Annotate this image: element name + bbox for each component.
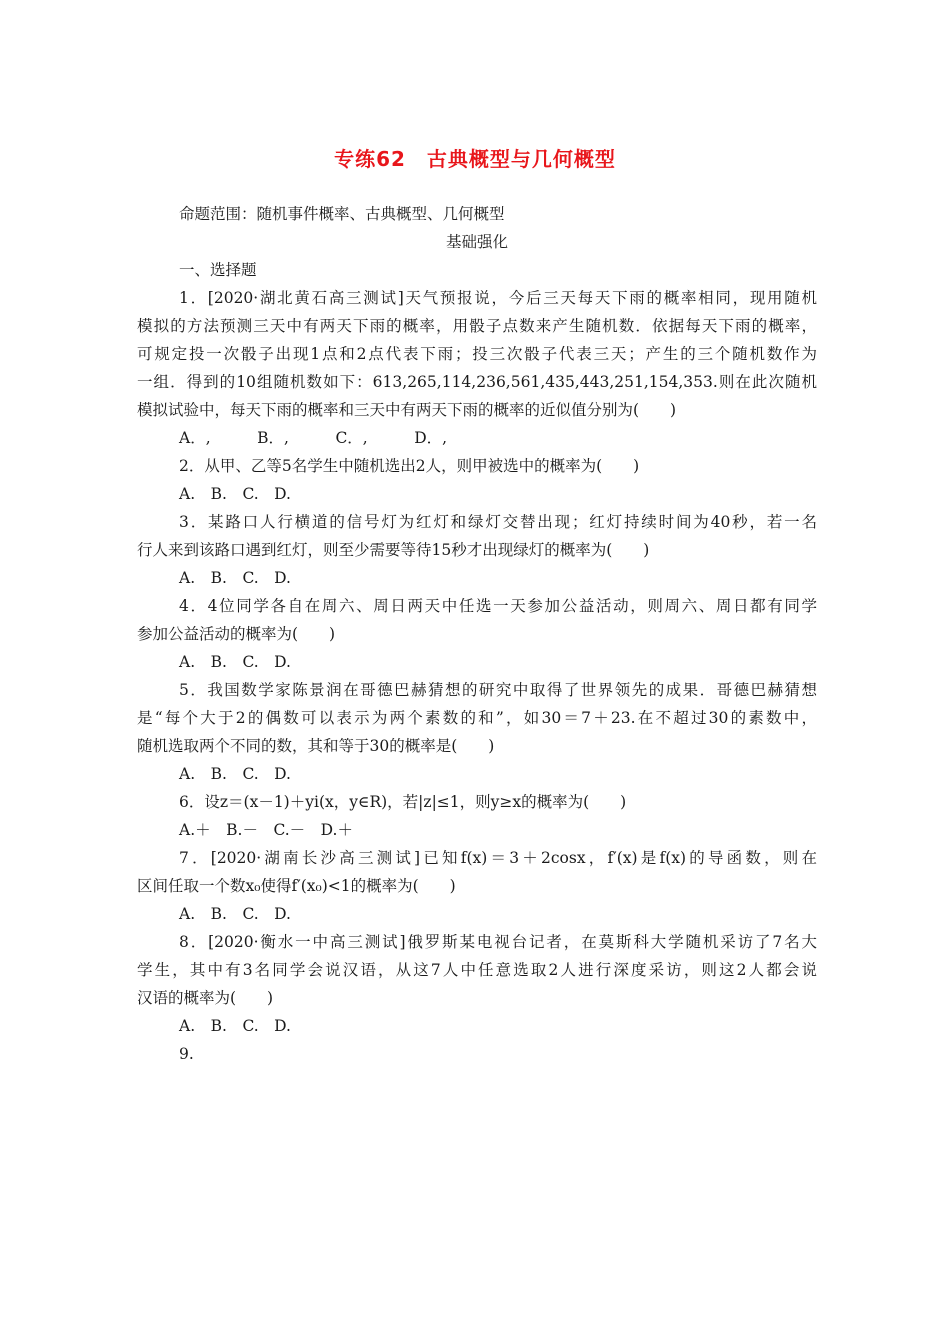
question-line: 2．从甲、乙等5名学生中随机选出2人，则甲被选中的概率为( ) [179, 457, 640, 475]
question-line: 参加公益活动的概率为( ) [137, 625, 336, 643]
question-line: 是“每个大于2的偶数可以表示为两个素数的和”，如30＝7＋23.在不超过30的素数中， [137, 709, 817, 727]
question-line: 1．[2020·湖北黄石高三测试]天气预报说，今后三天每天下雨的概率相同，现用随机 [179, 289, 817, 307]
scope-line: 命题范围：随机事件概率、古典概型、几何概型 [179, 205, 505, 223]
question-6 [137, 788, 817, 844]
question-line: 区间任取一个数x₀使得f′(x₀)<1的概率为( ) [137, 877, 456, 895]
question-options: A.＋ B.－ C.－ D.＋ [179, 821, 353, 839]
question-4 [137, 592, 817, 676]
document-body [137, 200, 817, 1068]
question-line: 一组．得到的10组随机数如下：613,265,114,236,561,435,443,251,154,353.则在此次随机 [137, 373, 817, 391]
page-title: 专练62 古典概型与几何概型 [334, 147, 616, 171]
question-options: A. B. C. D. [179, 905, 291, 923]
question-7 [137, 844, 817, 928]
question-options: A. B. C. D. [179, 765, 291, 783]
question-options: A．, B．, C．, D．, [179, 429, 448, 447]
level-heading: 基础强化 [445, 233, 508, 251]
question-line: 7．[2020·湖南长沙高三测试]已知f(x)＝3＋2cosx，f′(x)是f(x)的导函数，则在 [179, 849, 817, 867]
question-options: A. B. C. D. [179, 485, 291, 503]
question-5 [137, 676, 817, 788]
question-options: A. B. C. D. [179, 1017, 291, 1035]
question-line: 5．我国数学家陈景润在哥德巴赫猜想的研究中取得了世界领先的成果．哥德巴赫猜想 [179, 681, 817, 699]
question-line: 随机选取两个不同的数，其和等于30的概率是( ) [137, 737, 495, 755]
question-line: 模拟的方法预测三天中有两天下雨的概率，用骰子点数来产生随机数．依据每天下雨的概率， [137, 317, 817, 335]
question-line: 可规定投一次骰子出现1点和2点代表下雨；投三次骰子代表三天；产生的三个随机数作为 [137, 345, 817, 363]
question-2 [137, 452, 817, 508]
section-heading: 一、选择题 [179, 261, 257, 279]
question-options: A. B. C. D. [179, 653, 291, 671]
question-line: 6．设z＝(x－1)＋yi(x，y∈R)，若|z|≤1，则y≥x的概率为( ) [179, 793, 627, 811]
question-line: 8．[2020·衡水一中高三测试]俄罗斯某电视台记者，在莫斯科大学随机采访了7名大 [179, 933, 817, 951]
question-line: 学生，其中有3名同学会说汉语，从这7人中任意选取2人进行深度采访，则这2人都会说 [137, 961, 817, 979]
question-3 [137, 508, 817, 592]
question-line: 汉语的概率为( ) [137, 989, 274, 1007]
question-1 [137, 284, 817, 452]
question-9-number: 9. [179, 1045, 194, 1063]
question-line: 3．某路口人行横道的信号灯为红灯和绿灯交替出现；红灯持续时间为40秒，若一名 [179, 513, 817, 531]
question-line: 模拟试验中，每天下雨的概率和三天中有两天下雨的概率的近似值分别为( ) [137, 401, 677, 419]
question-options: A. B. C. D. [179, 569, 291, 587]
question-line: 4．4位同学各自在周六、周日两天中任选一天参加公益活动，则周六、周日都有同学 [179, 597, 817, 615]
question-8 [137, 928, 817, 1040]
question-line: 行人来到该路口遇到红灯，则至少需要等待15秒才出现绿灯的概率为( ) [137, 541, 650, 559]
